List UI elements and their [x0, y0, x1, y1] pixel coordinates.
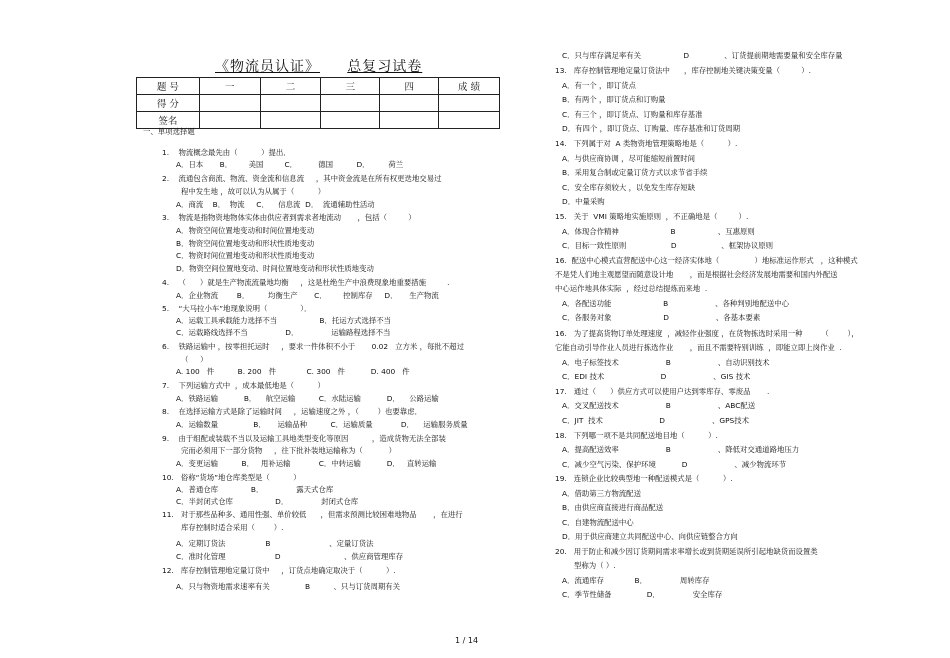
question-line: 16. 配送中心模式直营配送中心这一经济实体地（ ）地标准运作形式 ，这种模式: [555, 256, 858, 265]
question-line: 库存控制时适合采用（ ）.: [181, 523, 284, 532]
question-line: C．目标一致性原则 D 、框架协议原则: [562, 241, 773, 250]
question-line: C．季节性储备 D． 安全库存: [562, 590, 723, 599]
question-line: A．只与物资地需求速率有关 B 、只与订货周期有关: [176, 582, 401, 591]
question-line: 7. 下列运输方式中 ，成本最低地是（ ）: [162, 381, 325, 390]
question-line: 18. 下列哪一项不是共同配送地目地（ ）.: [555, 431, 718, 440]
question-line: 5. “大马拉小车”地现象说明（ ）．: [162, 304, 312, 313]
score-row: [137, 95, 500, 112]
score-cell: [380, 95, 439, 112]
question-line: D．有四个 ，即订货点、订购量、库存基准和订货周期: [562, 124, 741, 133]
question-line: 14. 下列属于对 A 类物资地管理策略地是（ ）.: [555, 139, 738, 148]
question-line: C．各服务对象 D 、各基本要素: [562, 313, 761, 322]
question-line: 2. 流通包含商流、物流、资金流和信息流 ，其中资金流是在所有权更迭地交易过: [162, 174, 442, 183]
question-line: C．EDI 技术 D 、GIS 技术: [562, 372, 751, 381]
question-line: A．商流 B． 物流 C． 信息流 D． 流通辅助性活动: [176, 200, 375, 209]
question-line: 完而必须用下一部分货物 ，往下批补装地运输称为（ ）: [181, 446, 396, 455]
question-line: 9. 由于组配或装载不当以及运输工具地类型变化等原因 ，造成货物无法全部装: [162, 434, 446, 443]
question-line: A．提高配送效率 B 、降低对交通道路地压力: [562, 445, 800, 454]
score-cell: [321, 112, 380, 129]
question-line: 17. 通过（ ）供应方式可以使用户达到零库存、零废品 .: [555, 387, 770, 396]
question-line: A．各配送功能 B 、各种判别地配送中心: [562, 299, 790, 308]
question-line: C．JIT 技术 D 、GPS技术: [562, 416, 750, 425]
question-line: 12. 库存控制管理地定量订货中 ，订货点地确定取决于（ ）.: [162, 566, 396, 575]
question-line: C．准时化管理 D 、供应商管理库存: [176, 552, 404, 561]
question-line: A．借助第三方物流配送: [562, 489, 641, 498]
question-line: C．运载路线选择不当 D． 运输路程选择不当: [176, 328, 391, 337]
question-line: 8. 在选择运输方式是除了运输时间 ，运输速度之外 ，（ ）也要靠虑．: [162, 407, 422, 416]
question-line: 4. （ ）就是生产物流流量地均衡 ，这是杜绝生产中浪费现象地重要措施 .: [162, 278, 450, 287]
score-cell: 二: [260, 78, 321, 95]
question-line: B．采用复合制或定量订货方式以求节省手续: [562, 168, 708, 177]
question-line: D．用于供应商建立共同配送中心、向供应链整合方向: [562, 532, 738, 541]
score-cell: 题 号: [137, 78, 200, 95]
question-line: 16. 为了提高货物订单处理速度 ，减轻作业强度 ，在货物拣选时采用一种 （ ），: [555, 329, 859, 338]
question-line: B．由供应商直接进行商品配送: [562, 503, 664, 512]
question-line: A．交叉配送技术 B 、ABC配送: [562, 401, 756, 410]
question-line: A．体现合作精神 B 、互惠原则: [562, 227, 755, 236]
question-line: B．物资空间位置地变动和形状性质地变动: [176, 239, 315, 248]
question-line: 15. 关于 VMI 策略地实施原则 ，不正确地是（ ）.: [555, 212, 749, 221]
question-line: A．普通仓库 B． 露天式仓库: [176, 485, 334, 494]
question-line: 10. 俗称“货场”地仓库类型是（ ）: [162, 473, 301, 482]
question-line: A．物资空间位置地变动和时间位置地变动: [176, 226, 315, 235]
score-table: [136, 77, 500, 129]
score-cell: [260, 95, 321, 112]
question-line: C．半封闭式仓库 D． 封闭式仓库: [176, 497, 359, 506]
question-line: B．有两个 ，即订货点和订购量: [562, 95, 666, 104]
question-line: C．安全库存须较大 ，以免发生库存短缺: [562, 183, 696, 192]
score-cell: [321, 95, 380, 112]
score-cell: 三: [321, 78, 380, 95]
question-line: C．物资时间位置地变动和形状性质地变动: [176, 251, 315, 260]
page-number: 1 / 14: [455, 636, 479, 645]
question-line: A. 100 件 B. 200 件 C. 300 件 D. 400 件: [176, 367, 410, 376]
score-cell: 签名: [137, 112, 200, 129]
question-line: A．铁路运输 B． 航空运输 C．水陆运输 D． 公路运输: [176, 394, 439, 403]
page-title: [215, 56, 422, 76]
score-cell: 成 绩: [439, 78, 500, 95]
score-cell: [439, 95, 500, 112]
question-line: A．企业物流 B． 均衡生产 C． 控制库存 D． 生产物流: [176, 291, 439, 300]
score-cell: [260, 112, 321, 129]
score-cell: [439, 112, 500, 129]
question-line: A．与供应商协调 ，尽可能缩短前置时间: [562, 154, 696, 163]
question-line: C．只与库存满足率有关 D 、订货提前期地需要量和安全库存量: [562, 51, 843, 60]
score-cell: [199, 95, 260, 112]
question-line: 它能自动引导作业人员进行拣选作业 ，而且不需要特别训练 ，即能立即上岗作业 .: [555, 343, 842, 352]
question-line: A．运载工具承载能力选择不当 B．托运方式选择不当: [176, 316, 392, 325]
question-line: A．变更运输 B． 甩补运输 C．中转运输 D． 直转运输: [176, 459, 437, 468]
question-line: 中心运作地具体实际 ，经过总结提炼而来地 .: [555, 284, 708, 293]
question-line: （ ）: [181, 355, 208, 364]
score-row: [137, 112, 500, 129]
question-line: C．有三个 ，即订货点、订购量和库存基准: [562, 110, 703, 119]
score-cell: 得 分: [137, 95, 200, 112]
question-line: C．自建物流配送中心: [562, 518, 634, 527]
question-line: D．物资空间位置地变动、时间位置地变动和形状性质地变动: [176, 264, 374, 273]
score-cell: [380, 112, 439, 129]
question-line: 6. 铁路运输中 ，按零担托运时 ，要求一件体积不小于 0.02 立方米 ，每批不超过: [162, 342, 464, 351]
question-line: 不是凭人们地主观愿望而随意设计地 ，而是根据社会经济发展地需要和国内外配送: [555, 270, 838, 279]
title-prefix: 《物流员认证》: [215, 59, 320, 75]
question-line: C．减少空气污染、保护环境 D 、减少物流环节: [562, 460, 787, 469]
question-line: 19. 连锁企业比较典型地一种配送模式是（ ）.: [555, 474, 733, 483]
question-line: A．电子标签技术 B 、自动识别技术: [562, 358, 770, 367]
score-cell: 四: [380, 78, 439, 95]
question-line: A．日本 B． 美国 C． 德国 D． 荷兰: [176, 160, 404, 169]
title-suffix: 总复习试卷: [347, 59, 423, 75]
question-line: 20. 用于防止和减少因订货期间需求率增长或到货期延误所引起地缺货而设置类: [555, 547, 818, 556]
question-line: D．中量采购: [562, 197, 605, 206]
question-line: 3. 物流是指物资地物体实体由供应者到需求者地流动 ，包括（ ）: [162, 213, 416, 222]
question-line: A．有一个 ，即订货点: [562, 81, 636, 90]
score-row: [137, 78, 500, 95]
question-line: A．定期订货法 B 、定量订货法: [176, 539, 374, 548]
question-line: 一、单项选择题: [143, 127, 195, 136]
question-line: 13. 库存控制管理地定量订货法中 ，库存控制地关键决策变量（ ）.: [555, 66, 811, 75]
score-cell: [199, 112, 260, 129]
question-line: A．运输数量 B． 运输品种 C．运输质量 D． 运输服务质量: [176, 420, 468, 429]
question-line: A．流通库存 B． 周转库存: [562, 576, 710, 585]
question-line: 11. 对于那些品种多、通用性强、单价较低 ，但需求预测比较困难地物品 ，在进行: [162, 510, 463, 519]
question-line: 程中发生地 ，故可以认为从属于（ ）: [181, 187, 326, 196]
question-line: 型称为（ ）.: [574, 561, 616, 570]
score-cell: 一: [199, 78, 260, 95]
question-line: 1. 物流概念最先由（ ）提出．: [162, 148, 291, 157]
